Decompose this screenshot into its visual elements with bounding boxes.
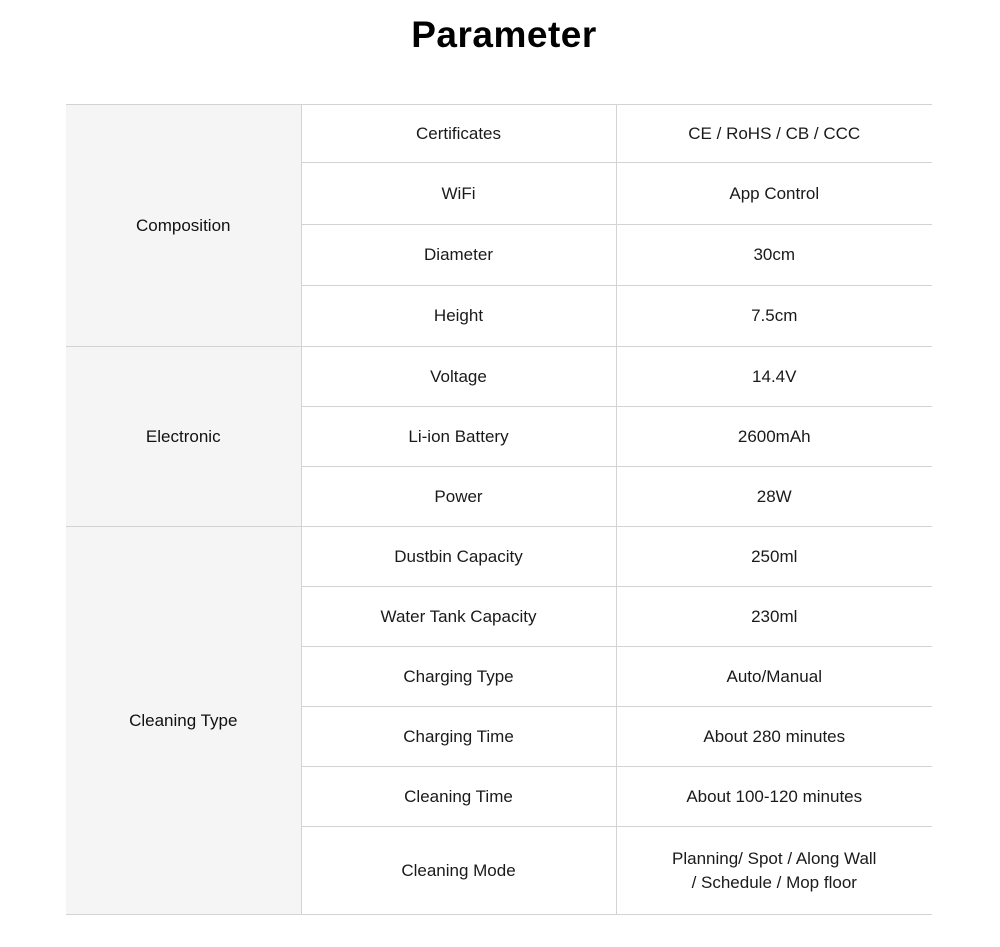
param-value: 28W xyxy=(616,467,932,527)
param-value: 14.4V xyxy=(616,347,932,407)
group-composition: Composition xyxy=(66,105,301,347)
param-label: Dustbin Capacity xyxy=(301,527,616,587)
value-line: / Schedule / Mop floor xyxy=(691,872,857,892)
param-label: Cleaning Mode xyxy=(301,827,616,915)
param-value: 7.5cm xyxy=(616,286,932,347)
param-value xyxy=(616,827,932,915)
param-label: Height xyxy=(301,286,616,347)
table-row xyxy=(66,527,932,587)
param-label: Voltage xyxy=(301,347,616,407)
value-line: Planning/ Spot / Along Wall xyxy=(672,848,877,868)
param-value: 2600mAh xyxy=(616,407,932,467)
param-label: Charging Type xyxy=(301,647,616,707)
param-value: Auto/Manual xyxy=(616,647,932,707)
param-label: Li-ion Battery xyxy=(301,407,616,467)
page-title: Parameter xyxy=(411,14,597,55)
param-label: Water Tank Capacity xyxy=(301,587,616,647)
param-label: Cleaning Time xyxy=(301,767,616,827)
group-electronic: Electronic xyxy=(66,347,301,527)
param-value: About 280 minutes xyxy=(616,707,932,767)
table-row xyxy=(66,347,932,407)
param-label: Diameter xyxy=(301,225,616,286)
param-value: 250ml xyxy=(616,527,932,587)
param-label: Charging Time xyxy=(301,707,616,767)
table-row xyxy=(66,105,932,163)
param-value: 30cm xyxy=(616,225,932,286)
param-value: 230ml xyxy=(616,587,932,647)
group-cleaning-type: Cleaning Type xyxy=(66,527,301,915)
param-label: Certificates xyxy=(301,105,616,163)
param-value: About 100-120 minutes xyxy=(616,767,932,827)
param-label: Power xyxy=(301,467,616,527)
parameter-table xyxy=(66,104,932,915)
param-value: CE / RoHS / CB / CCC xyxy=(616,105,932,163)
param-value: App Control xyxy=(616,163,932,225)
param-label: WiFi xyxy=(301,163,616,225)
